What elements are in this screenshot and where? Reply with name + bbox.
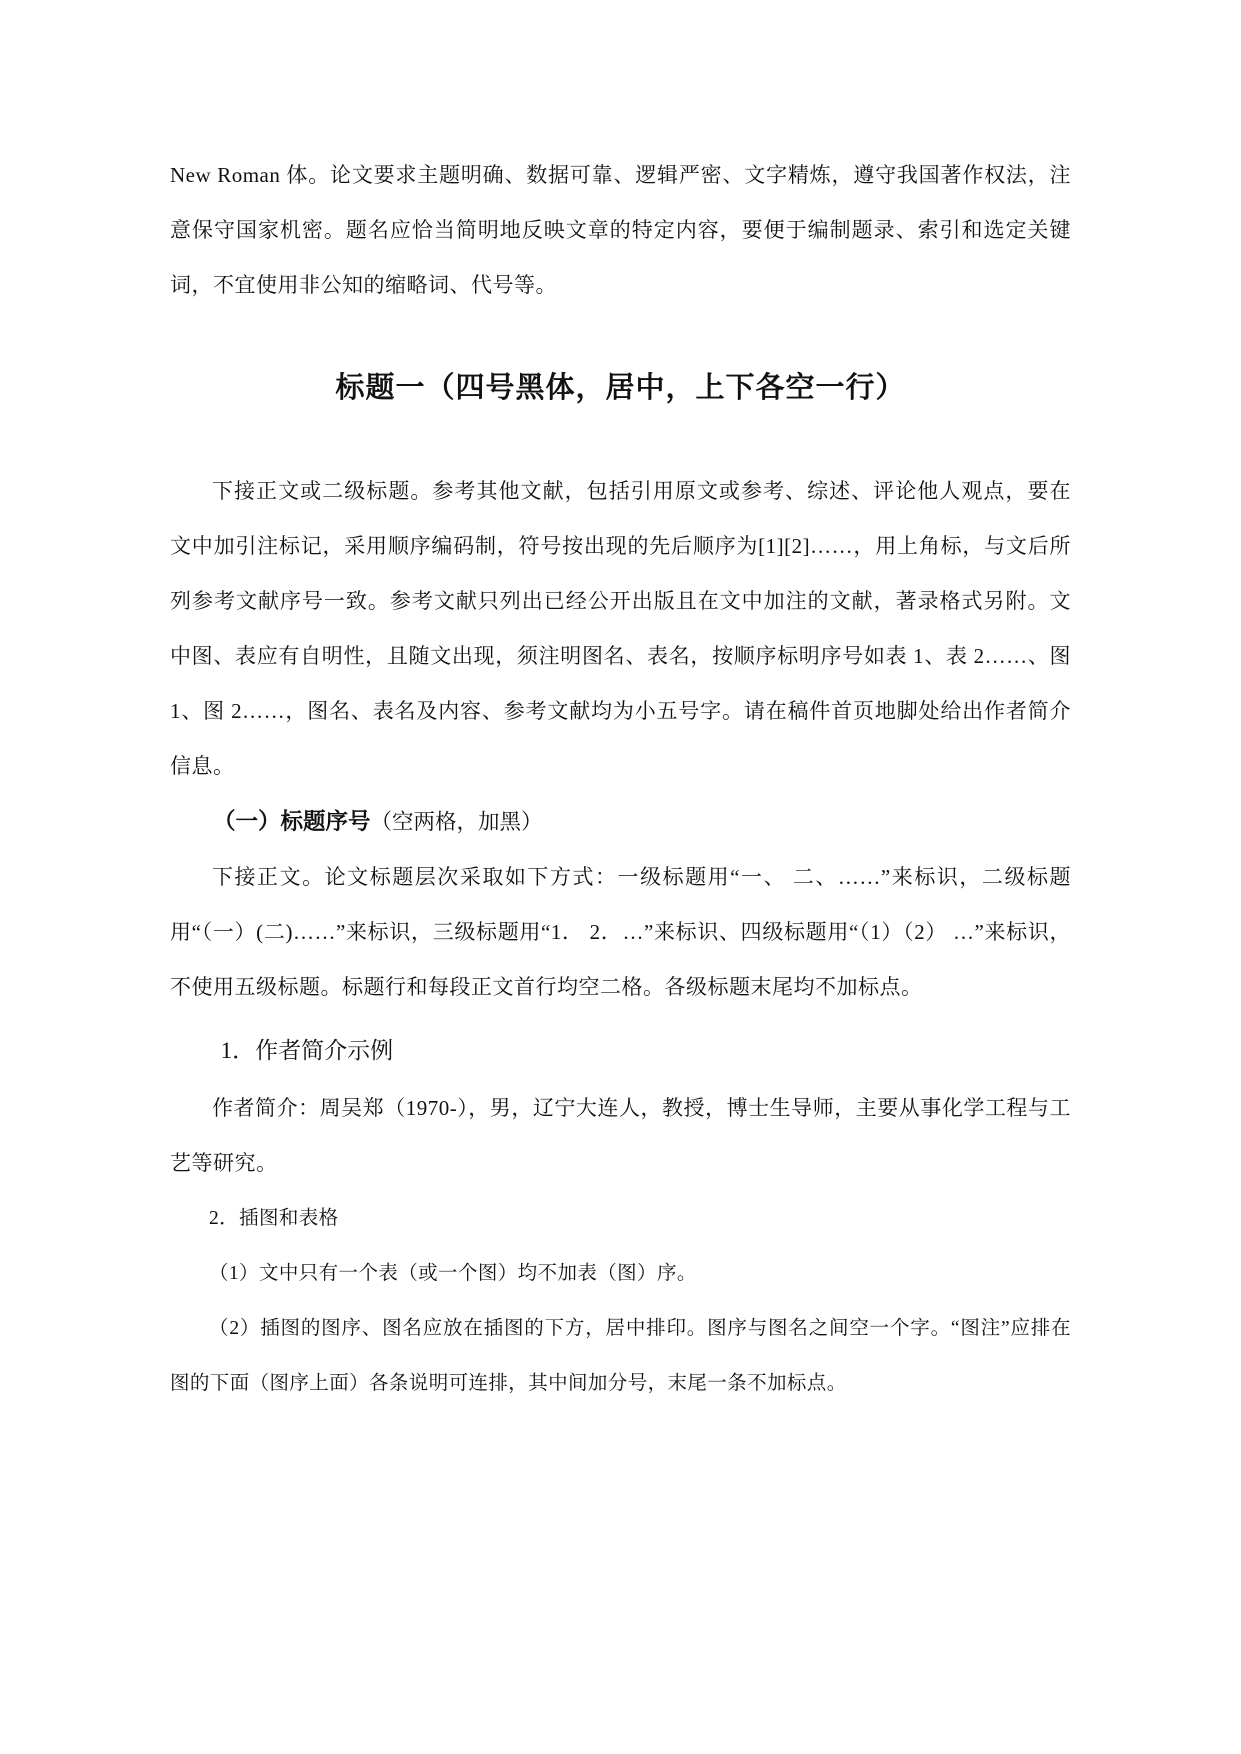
heading-level2-note-text: （空两格，加黑）: [370, 810, 543, 834]
paragraph-body: 下接正文或二级标题。参考其他文献，包括引用原文或参考、综述、评论他人观点，要在文中加引注标记，采用顺序编码制，符号按出现的先后顺序为[1][2]……，用上角标，与文后所列参考文献序号一致。参考文献只列出已经公开出版且在文中加注的文献，著录格式另附。文中图、表应有自明性，且随文出现，须注明图名、表名，按顺序标明序号如表 1、表 2……、图 1、图 2……，图名、表名及内容、参考文献均为小五号字。请在稿件首页地脚处给出作者简介信息。: [170, 479, 1071, 778]
paragraph-item-2: （2）插图的图序、图名应放在插图的下方，居中排印。图序与图名之间空一个字。“图注”应排在图的下面（图序上面）各条说明可连排，其中间加分号，末尾一条不加标点。: [170, 1318, 1071, 1394]
paragraph-item-1: （1）文中只有一个表（或一个图）均不加表（图）序。: [209, 1263, 697, 1284]
paragraph-body: 下接正文。论文标题层次采取如下方式：一级标题用“一、 二、……”来标识，二级标题用“（一）(二)……”来标识，三级标题用“1． 2．…”来标识、四级标题用“（1）（2） …”来标识，不使用五级标题。标题行和每段正文首行均空二格。各级标题末尾均不加标点。: [170, 865, 1071, 999]
paragraph-author-bio: 作者简介：周吴郑（1970-），男，辽宁大连人，教授，博士生导师，主要从事化学工程与工艺等研究。: [170, 1096, 1071, 1175]
paragraph-continuation: New Roman 体。论文要求主题明确、数据可靠、逻辑严密、文字精炼，遵守我国著作权法，注意保守国家机密。题名应恰当简明地反映文章的特定内容，要便于编制题录、索引和选定关键词，不宜使用非公知的缩略词、代号等。: [170, 163, 1071, 297]
section-heading-level3: 1．作者简介示例: [220, 1038, 394, 1063]
heading-level2-bold-text: （一）标题序号: [213, 809, 371, 834]
paragraph-figures-tables-heading: 2．插图和表格: [209, 1208, 339, 1229]
section-heading-level1: 标题一（四号黑体，居中，上下各空一行）: [335, 372, 906, 404]
section-heading-level2: [170, 794, 1071, 850]
